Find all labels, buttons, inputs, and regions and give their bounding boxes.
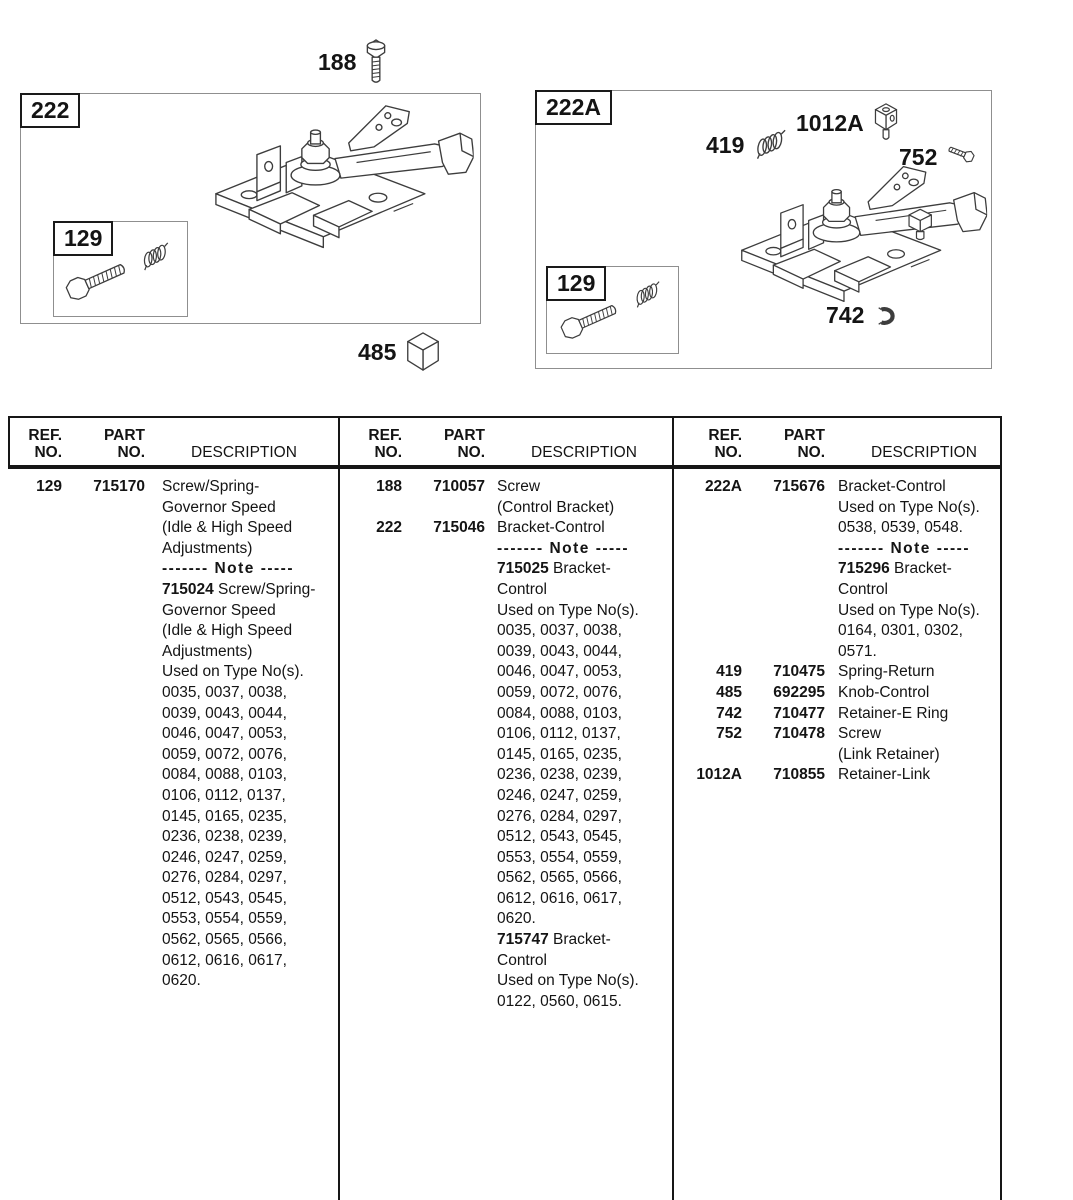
table-column-2 <box>342 418 670 1200</box>
callout-label: 419 <box>706 131 745 158</box>
spring-icon <box>628 278 668 311</box>
note-label: ------- Note ----- <box>497 539 629 557</box>
diagram-box-222a <box>535 90 992 369</box>
callout-label: 742 <box>826 302 865 328</box>
column-header <box>676 427 998 461</box>
hex-bolt-icon <box>363 38 389 86</box>
table-column-1 <box>10 418 336 1200</box>
ref-no-cell: 222 <box>376 519 402 537</box>
control-bracket-assembly-drawing <box>199 100 475 266</box>
table-row <box>10 477 336 992</box>
description-cell: Screw/Spring- Governor Speed (Idle & High Speed Adjustments) ------- Note ----- 715024 Screw/Spring- Governor Speed (Idle & High Speed Adjustments) Used on Type No(s). 0035, 0037, 0038, 0039, 0043, 0044, 0046, 0047, 0053, 0059, 0072, 0076, 0084, 0088, 0103, 0106, 0112, 0137, 0145, 0165, 0235, 0236, 0238, 0239, 0246, 0247, 0259, 0276, 0284, 0297, 0512, 0543, 0545, 0553, 0554, 0559, 0562, 0565, 0566, 0612, 0616, 0617, 0620. <box>162 478 316 990</box>
callout-label: 485 <box>358 338 397 365</box>
ref-no-header: REF. NO. <box>28 427 62 461</box>
inset-box-129 <box>546 266 679 354</box>
table-row <box>676 765 998 786</box>
description-cell: Bracket-Control Used on Type No(s). 0538, 0539, 0548. ------- Note ----- 715296 Bracket- Control Used on Type No(s). 0164, 0301, 0302, 0571. <box>838 478 980 660</box>
table-row <box>342 477 670 518</box>
callout-419 <box>706 131 791 159</box>
part-no-cell: 710475 <box>773 663 825 681</box>
note-label: ------- Note ----- <box>838 539 970 557</box>
description-header: DESCRIPTION <box>531 444 637 461</box>
ref-no-cell: 188 <box>376 478 402 495</box>
rows-container <box>342 477 670 1012</box>
part-no-header: PART NO. <box>783 427 825 461</box>
ref-no-cell: 1012A <box>696 766 742 784</box>
table-row <box>676 704 998 725</box>
parts-table <box>8 416 1002 1200</box>
table-border-right <box>1000 418 1002 1200</box>
description-cell: Knob-Control <box>838 683 930 701</box>
description-cell: Bracket-Control ------- Note ----- 715025 Bracket- Control Used on Type No(s). 0035, 0037, 0038, 0039, 0043, 0044, 0046, 0047, 0053, 0059, 0072, 0076, 0084, 0088, 0103, 0106, 0112, 0137, 0145, 0165, 0235, 0236, 0238, 0239, 0246, 0247, 0259, 0276, 0284, 0297, 0512, 0543, 0545, 0553, 0554, 0559, 0562, 0565, 0566, 0612, 0616, 0617, 0620. 715747 Bracket- Control Used on Type No(s). 0122, 0560, 0615. <box>497 519 639 1010</box>
part-no-cell: 692295 <box>773 683 825 701</box>
part-no-cell: 715676 <box>773 478 825 495</box>
callout-label: 1012A <box>796 109 864 136</box>
rows-container <box>676 477 998 786</box>
ref-no-cell: 129 <box>36 478 62 495</box>
ref-no-header: REF. NO. <box>708 427 742 461</box>
callout-label: 188 <box>318 48 357 75</box>
long-bolt-icon <box>61 254 133 306</box>
part-no-cell: 710477 <box>773 704 825 722</box>
column-header <box>10 427 336 461</box>
table-row <box>676 724 998 765</box>
callout-label: 752 <box>899 143 938 170</box>
callout-752 <box>899 143 976 171</box>
diagram-box-222-label: 222 <box>20 93 80 128</box>
note-label: ------- Note ----- <box>162 560 294 578</box>
table-column-3 <box>676 418 998 1200</box>
screw-icon <box>944 143 976 171</box>
part-no-cell: 710855 <box>773 766 825 784</box>
inset-box-129-label: 129 <box>53 221 113 256</box>
column-header <box>342 427 670 461</box>
description-header: DESCRIPTION <box>191 444 297 461</box>
description-cell: Spring-Return <box>838 663 935 681</box>
ref-no-header: REF. NO. <box>368 427 402 461</box>
diagram-box-222 <box>20 93 481 324</box>
table-row <box>676 683 998 704</box>
spring-icon <box>135 239 177 275</box>
part-no-header: PART NO. <box>443 427 485 461</box>
control-bracket-assembly-drawing <box>726 161 988 319</box>
table-row <box>676 477 998 662</box>
column-divider-1 <box>338 418 340 1200</box>
column-divider-2 <box>672 418 674 1200</box>
diagram-box-222a-label: 222A <box>535 90 612 125</box>
part-no-cell: 710057 <box>433 478 485 495</box>
ref-no-cell: 485 <box>716 683 742 701</box>
ref-no-cell: 222A <box>704 478 742 495</box>
link-retainer-icon <box>871 101 901 145</box>
description-cell: Screw (Control Bracket) <box>497 478 615 516</box>
spring-icon <box>749 127 795 164</box>
table-row <box>676 662 998 683</box>
callout-742 <box>826 302 901 329</box>
knob-cube-icon <box>403 330 443 374</box>
description-cell: Screw (Link Retainer) <box>838 725 940 763</box>
part-no-cell: 715170 <box>93 478 145 495</box>
ref-no-cell: 742 <box>716 704 742 722</box>
part-no-cell: 715046 <box>433 519 485 537</box>
ref-no-cell: 419 <box>716 663 742 681</box>
e-ring-icon <box>871 305 901 327</box>
part-no-cell: 710478 <box>773 725 825 743</box>
ref-no-cell: 752 <box>716 725 742 743</box>
table-row <box>342 518 670 1012</box>
inset-box-129-label: 129 <box>546 266 606 301</box>
description-header: DESCRIPTION <box>871 444 977 461</box>
part-no-header: PART NO. <box>103 427 145 461</box>
long-bolt-icon <box>556 296 623 345</box>
callout-188 <box>318 38 389 86</box>
callout-1012a <box>796 101 901 145</box>
inset-box-129 <box>53 221 188 317</box>
description-cell: Retainer-Link <box>838 766 931 784</box>
callout-485 <box>358 330 443 374</box>
rows-container <box>10 477 336 992</box>
description-cell: Retainer-E Ring <box>838 704 949 722</box>
